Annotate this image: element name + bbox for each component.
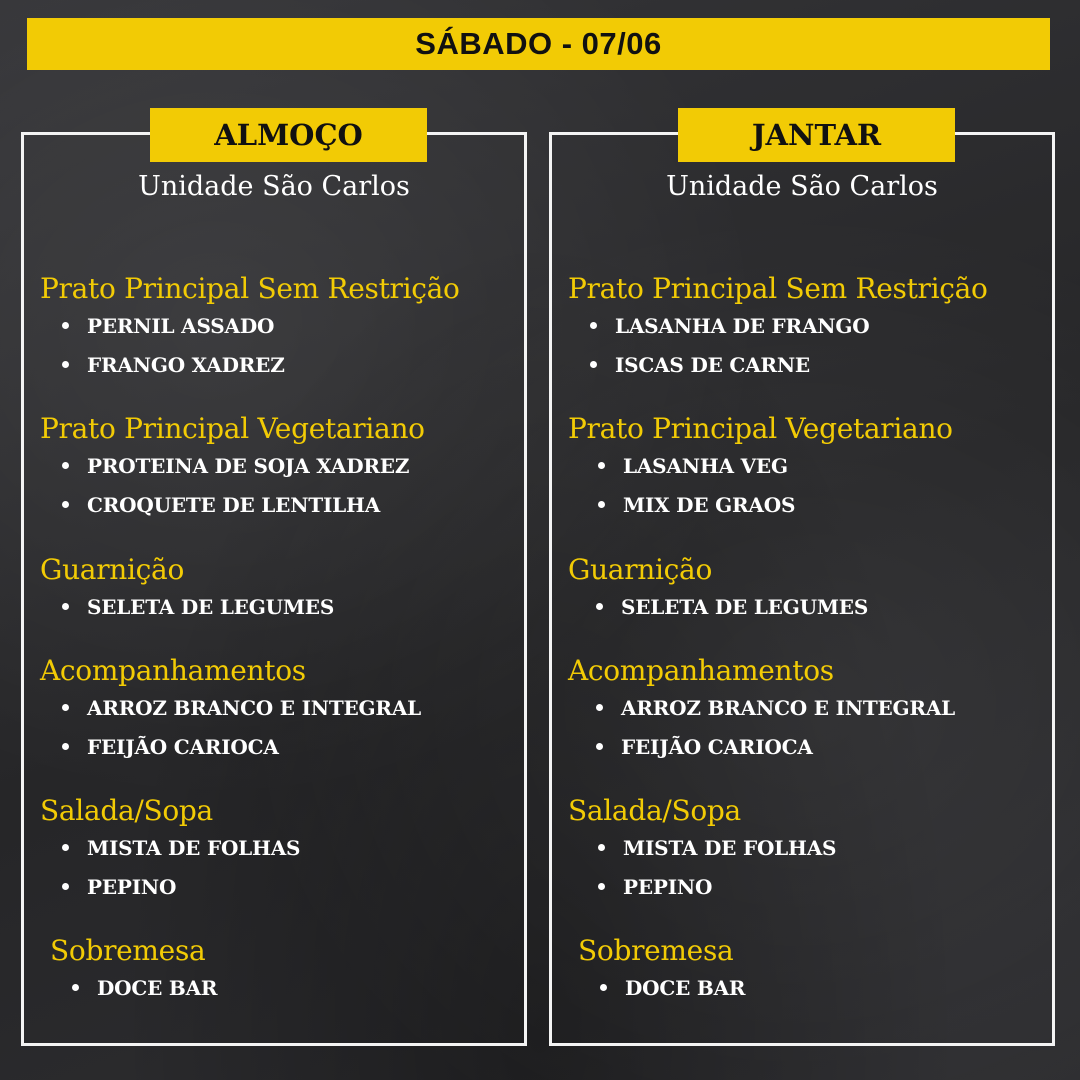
dinner-section-vegetarian [568, 412, 1046, 524]
bullet-icon [62, 603, 69, 610]
section-title: Salada/Sopa [568, 794, 741, 827]
bullet-icon [62, 501, 69, 508]
bullet-icon [598, 883, 605, 890]
bullet-icon [72, 984, 79, 991]
section-title: Prato Principal Sem Restrição [568, 272, 988, 305]
dinner-tab [678, 108, 955, 162]
bullet-icon [590, 322, 597, 329]
section-title: Guarnição [568, 553, 712, 586]
bullet-icon [62, 844, 69, 851]
bullet-icon [62, 743, 69, 750]
lunch-section-vegetarian [40, 412, 518, 524]
bullet-icon [62, 704, 69, 711]
list-item: CROQUETE DE LENTILHA [40, 485, 518, 524]
list-item: ISCAS DE CARNE [568, 345, 1046, 384]
list-item: MIX DE GRAOS [568, 485, 1046, 524]
bullet-icon [590, 361, 597, 368]
lunch-tab [150, 108, 427, 162]
lunch-section-salad [40, 794, 518, 906]
lunch-section-dessert [50, 934, 518, 1007]
date-banner [27, 18, 1050, 70]
list-item: DOCE BAR [50, 968, 518, 1007]
bullet-icon [598, 844, 605, 851]
lunch-unit: Unidade São Carlos [138, 171, 410, 202]
section-title: Sobremesa [578, 934, 734, 967]
dinner-unit: Unidade São Carlos [666, 171, 938, 202]
section-title: Guarnição [40, 553, 184, 586]
bullet-icon [598, 501, 605, 508]
list-item: FEIJÃO CARIOCA [568, 727, 1046, 766]
list-item: ARROZ BRANCO E INTEGRAL [568, 688, 1046, 727]
bullet-icon [596, 704, 603, 711]
bullet-icon [600, 984, 607, 991]
dinner-label: JANTAR [751, 118, 882, 152]
section-title: Prato Principal Vegetariano [568, 412, 953, 445]
bullet-icon [62, 883, 69, 890]
list-item: SELETA DE LEGUMES [40, 587, 518, 626]
list-item: DOCE BAR [578, 968, 1046, 1007]
section-title: Prato Principal Sem Restrição [40, 272, 460, 305]
lunch-section-side [40, 553, 518, 626]
bullet-icon [598, 462, 605, 469]
list-item: FRANGO XADREZ [40, 345, 518, 384]
dinner-section-dessert [578, 934, 1046, 1007]
list-item: ARROZ BRANCO E INTEGRAL [40, 688, 518, 727]
section-title: Salada/Sopa [40, 794, 213, 827]
section-title: Acompanhamentos [40, 654, 306, 687]
lunch-panel [21, 118, 527, 1046]
list-item: SELETA DE LEGUMES [568, 587, 1046, 626]
section-title: Acompanhamentos [568, 654, 834, 687]
list-item: MISTA DE FOLHAS [568, 828, 1046, 867]
dinner-section-main [568, 272, 1046, 384]
section-title: Sobremesa [50, 934, 206, 967]
list-item: MISTA DE FOLHAS [40, 828, 518, 867]
dinner-section-accompaniments [568, 654, 1046, 766]
section-title: Prato Principal Vegetariano [40, 412, 425, 445]
bullet-icon [62, 462, 69, 469]
bullet-icon [596, 743, 603, 750]
date-title: SÁBADO - 07/06 [415, 26, 662, 61]
dinner-panel [549, 118, 1055, 1046]
bullet-icon [62, 361, 69, 368]
bullet-icon [596, 603, 603, 610]
list-item: PEPINO [40, 867, 518, 906]
dinner-section-side [568, 553, 1046, 626]
lunch-section-main [40, 272, 518, 384]
list-item: LASANHA DE FRANGO [568, 306, 1046, 345]
lunch-label: ALMOÇO [214, 118, 363, 152]
list-item: LASANHA VEG [568, 446, 1046, 485]
bullet-icon [62, 322, 69, 329]
list-item: FEIJÃO CARIOCA [40, 727, 518, 766]
list-item: PERNIL ASSADO [40, 306, 518, 345]
lunch-section-accompaniments [40, 654, 518, 766]
list-item: PEPINO [568, 867, 1046, 906]
dinner-section-salad [568, 794, 1046, 906]
list-item: PROTEINA DE SOJA XADREZ [40, 446, 518, 485]
